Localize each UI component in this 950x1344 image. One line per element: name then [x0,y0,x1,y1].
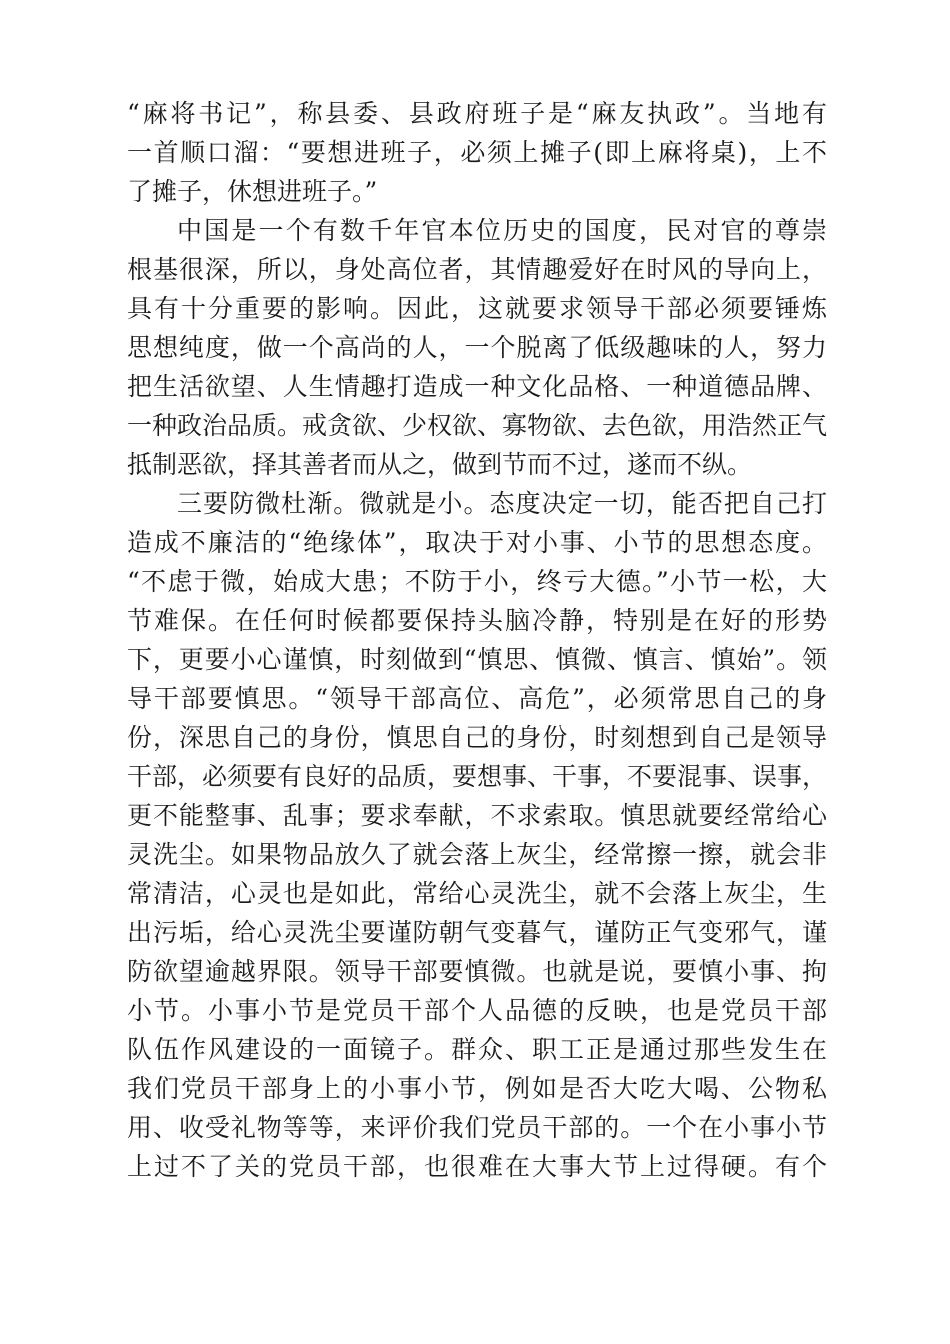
text-line: 具有十分重要的影响。因此，这就要求领导干部必须要锤炼 [127,294,827,323]
text-line: 导干部要慎思。“领导干部高位、高危”，必须常思自己的身 [127,684,827,713]
text-line: 造成不廉洁的“绝缘体”，取决于对小事、小节的思想态度。 [127,528,827,557]
text-line: 干部，必须要有良好的品质，要想事、干事，不要混事、误事， [127,762,828,791]
text-line: 中国是一个有数千年官本位历史的国度，民对官的尊崇 [177,216,827,245]
text-line: 一首顺口溜：“要想进班子，必须上摊子(即上麻将桌)，上不 [127,138,827,167]
text-line: 常清洁，心灵也是如此，常给心灵洗尘，就不会落上灰尘，生 [127,879,827,908]
text-line: 下，更要小心谨慎，时刻做到“慎思、慎微、慎言、慎始”。领 [127,645,827,674]
text-line: 思想纯度，做一个高尚的人，一个脱离了低级趣味的人，努力 [127,333,827,362]
text-line: “不虑于微，始成大患；不防于小，终亏大德。”小节一松，大 [127,567,827,596]
paragraph [127,211,827,484]
text-line: “麻将书记”，称县委、县政府班子是“麻友执政”。当地有 [127,99,827,128]
text-line: 更不能整事、乱事；要求奉献，不求索取。慎思就要经常给心 [127,801,827,830]
text-line: 小节。小事小节是党员干部个人品德的反映，也是党员干部 [127,996,827,1025]
text-line: 一种政治品质。戒贪欲、少权欲、寡物欲、去色欲，用浩然正气 [127,411,828,440]
paragraph [127,484,827,1186]
text-line: 份，深思自己的身份，慎思自己的身份，时刻想到自己是领导 [127,723,827,752]
text-line: 出污垢，给心灵洗尘要谨防朝气变暮气，谨防正气变邪气，谨 [127,918,827,947]
text-line: 三要防微杜渐。微就是小。态度决定一切，能否把自己打 [177,489,827,518]
text-line: 节难保。在任何时候都要保持头脑冷静，特别是在好的形势 [127,606,827,635]
document-body [127,94,827,1186]
text-line: 上过不了关的党员干部，也很难在大事大节上过得硬。有个 [127,1152,827,1181]
text-line: 抵制恶欲，择其善者而从之，做到节而不过，遂而不纵。 [127,450,753,479]
paragraph [127,94,827,211]
text-line: 我们党员干部身上的小事小节，例如是否大吃大喝、公物私 [127,1074,827,1103]
text-line: 用、收受礼物等等，来评价我们党员干部的。一个在小事小节 [127,1113,827,1142]
text-line: 把生活欲望、人生情趣打造成一种文化品格、一种道德品牌、 [127,372,827,401]
text-line: 根基很深，所以，身处高位者，其情趣爱好在时风的导向上， [127,255,827,284]
text-line: 了摊子，休想进班子。” [127,177,378,206]
text-line: 灵洗尘。如果物品放久了就会落上灰尘，经常擦一擦，就会非 [127,840,827,869]
text-line: 队伍作风建设的一面镜子。群众、职工正是通过那些发生在 [127,1035,827,1064]
text-line: 防欲望逾越界限。领导干部要慎微。也就是说，要慎小事、拘 [127,957,827,986]
